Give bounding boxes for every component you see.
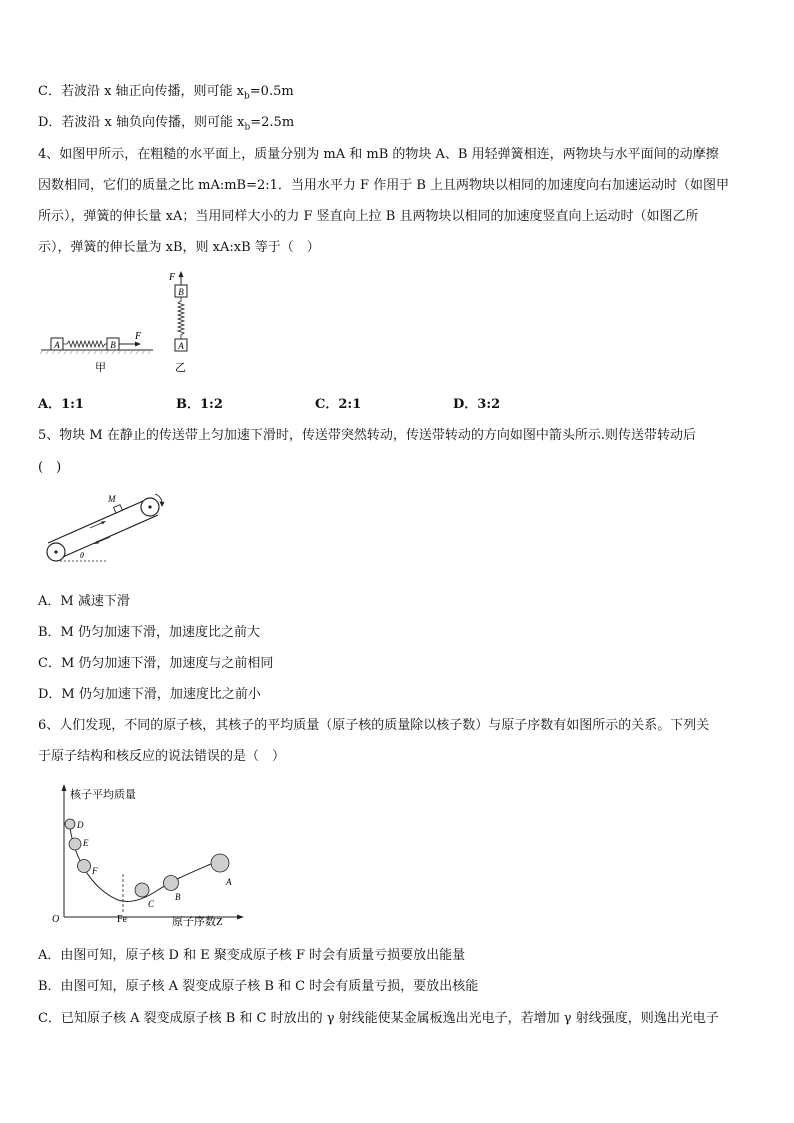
q5-option-c: C．M 仍匀加速下滑，加速度与之前相同 [38,656,274,671]
q4-figure [38,268,208,378]
point-d [65,819,75,829]
q5-figure [38,488,178,578]
q4-stem-line1: 4、如图甲所示，在粗糙的水平面上，质量分别为 mA 和 mB 的物块 A、B 用轻弹簧相连，两物块与水平面间的动摩擦 [38,147,719,162]
q6-option-b: B．由图可知，原子核 A 裂变成原子核 B 和 C 时会有质量亏损，要放出核能 [38,979,479,994]
q6-option-a: A．由图可知，原子核 D 和 E 聚变成原子核 F 时会有质量亏损要放出能量 [38,948,466,963]
q6-stem-line2: 于原子结构和核反应的说法错误的是（ ） [38,749,286,764]
q3-option-c: C．若波沿 x 轴正向传播，则可能 $x_b=0.5m$ [38,84,294,102]
svg-text:F: F [169,272,176,283]
q4-option-d: D．3:2 [453,397,501,412]
fe-label: Fe [117,914,127,925]
q4-stem-line3: 所示），弹簧的伸长量 xA；当用同样大小的力 F 竖直向上拉 B 且两物块以相同的加速度竖直向上运动时（如图乙所 [38,209,699,224]
q4-stem-line2: 因数相同，它们的质量之比 mA:mB=2:1．当用水平力 F 作用于 B 上且两物块以相同的加速度向右加速运动时（如图甲 [38,178,730,193]
q6-figure [48,782,258,930]
point-a [211,854,229,872]
q4-stem-line4: 示），弹簧的伸长量为 xB，则 xA:xB 等于（ ） [38,240,320,255]
svg-text:C: C [148,899,155,909]
block-m [114,505,123,513]
q4-option-b: B．1:2 [176,397,223,412]
svg-text:F: F [92,866,98,876]
origin-label: O [52,914,60,925]
svg-text:D: D [77,820,84,830]
point-b [164,876,179,891]
caption-yi: 乙 [175,362,186,374]
svg-text:E: E [83,838,89,848]
x-axis-label: 原子序数Z [172,916,223,928]
q4-option-c: C．2:1 [315,397,362,412]
svg-text:θ: θ [80,551,84,560]
q6-stem-line1: 6、人们发现，不同的原子核，其核子的平均质量（原子核的质量除以核子数）与原子序数有如图所示的关系。下列关 [38,718,710,733]
q5-option-b: B．M 仍匀加速下滑，加速度比之前大 [38,625,260,640]
point-f [78,860,91,873]
y-axis-label: 核子平均质量 [70,789,136,801]
svg-text:B: B [110,340,116,350]
q5-stem-line1: 5、物块 M 在静止的传送带上匀加速下滑时，传送带突然转动，传送带转动的方向如图中箭头所示.则传送带转动后 [38,428,696,443]
svg-text:M: M [108,494,116,504]
spring-vertical [178,297,184,339]
q5-option-a: A．M 减速下滑 [38,594,130,609]
q4-option-a: A．1:1 [38,397,84,412]
q6-option-c: C．已知原子核 A 裂变成原子核 B 和 C 时放出的 γ 射线能使某金属板逸出光电子，若增加 γ 射线强度，则逸出光电子 [38,1011,719,1026]
svg-text:B: B [175,892,181,902]
svg-text:A: A [226,877,232,887]
svg-text:B: B [178,287,184,297]
caption-jia: 甲 [95,362,106,374]
svg-text:A: A [54,340,60,350]
svg-text:F: F [135,331,142,342]
spring-horizontal [63,341,107,347]
point-c [135,883,149,897]
q5-option-d: D．M 仍匀加速下滑，加速度比之前小 [38,687,261,702]
q3-option-d: D．若波沿 x 轴负向传播，则可能 $x_b=2.5m$ [38,115,295,133]
svg-text:A: A [178,341,184,351]
q5-stem-line2: ( ) [38,460,62,475]
point-e [69,838,81,850]
